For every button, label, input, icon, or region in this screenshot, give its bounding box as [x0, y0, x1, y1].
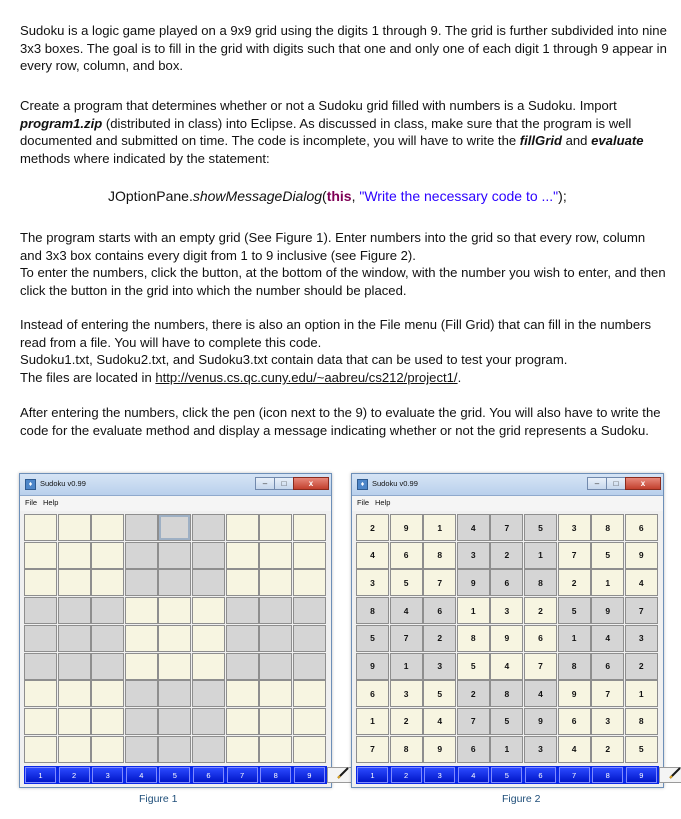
grid-cell[interactable] — [226, 653, 259, 680]
code-statement — [108, 187, 567, 205]
grid-cell[interactable] — [24, 625, 57, 652]
number-button-2[interactable]: 2 — [391, 767, 422, 783]
grid-cell[interactable]: 1 — [558, 625, 591, 652]
code-keyword: this — [326, 188, 352, 204]
zip-filename: program1.zip — [20, 115, 103, 131]
grid-cell[interactable] — [192, 514, 225, 541]
app-icon: ♦ — [357, 479, 368, 490]
grid-cell[interactable]: 8 — [390, 736, 423, 763]
grid-cell[interactable]: 6 — [423, 597, 456, 624]
grid-cell[interactable] — [293, 514, 326, 541]
grid-cell[interactable] — [293, 597, 326, 624]
code-string: "Write the necessary code to ..." — [359, 188, 559, 204]
number-button-7[interactable]: 7 — [559, 767, 590, 783]
window-title: Sudoku v0.99 — [40, 479, 86, 488]
grid-cell[interactable]: 5 — [591, 542, 624, 569]
grid-cell[interactable]: 6 — [490, 569, 523, 596]
grid-cell[interactable] — [58, 597, 91, 624]
number-button-7[interactable]: 7 — [227, 767, 258, 783]
grid-cell[interactable]: 7 — [625, 597, 658, 624]
grid-cell[interactable]: 2 — [591, 736, 624, 763]
number-button-4[interactable]: 4 — [126, 767, 157, 783]
grid-cell[interactable]: 6 — [457, 736, 490, 763]
close-button[interactable]: x — [625, 477, 661, 490]
grid-cell[interactable]: 5 — [356, 625, 389, 652]
grid-cell[interactable]: 7 — [591, 680, 624, 707]
figure1-titlebar — [20, 474, 331, 496]
grid-cell[interactable]: 2 — [490, 542, 523, 569]
task-text-g: methods where indicated by the statement: — [20, 150, 270, 166]
start-paragraph: The program starts with an empty grid (See Figure 1). Enter numbers into the grid so that every row, column and 3x3 box contains every digit from 1 to 9 inclusive (see Figure 2). — [20, 230, 646, 263]
grid-cell[interactable]: 3 — [356, 569, 389, 596]
file-menu-paragraph: Instead of entering the numbers, there is also an option in the File menu (Fill Grid) that can fill in the numbers read from a file. You will have to complete this code. — [20, 317, 652, 350]
grid-cell[interactable] — [259, 597, 292, 624]
grid-cell[interactable] — [158, 653, 191, 680]
grid-cell[interactable] — [125, 514, 158, 541]
grid-cell[interactable] — [226, 736, 259, 763]
grid-cell[interactable] — [158, 625, 191, 652]
grid-cell[interactable] — [91, 625, 124, 652]
grid-cell[interactable]: 1 — [490, 736, 523, 763]
grid-cell[interactable]: 3 — [524, 736, 557, 763]
grid-cell[interactable]: 9 — [524, 708, 557, 735]
grid-cell[interactable]: 6 — [356, 680, 389, 707]
grid-cell[interactable] — [58, 736, 91, 763]
grid-cell[interactable]: 5 — [457, 653, 490, 680]
minimize-button[interactable]: – — [587, 477, 607, 490]
test-files-paragraph: Sudoku1.txt, Sudoku2.txt, and Sudoku3.txt contain data that can be used to test your program. — [20, 352, 568, 367]
grid-cell[interactable]: 9 — [390, 514, 423, 541]
location-text: The files are located in — [20, 370, 156, 385]
grid-cell[interactable]: 5 — [524, 514, 557, 541]
pen-icon — [336, 766, 350, 784]
menu-help[interactable]: Help — [375, 498, 391, 507]
sudoku-grid — [24, 514, 327, 764]
grid-cell[interactable] — [125, 653, 158, 680]
grid-cell[interactable] — [58, 680, 91, 707]
grid-cell[interactable]: 1 — [524, 542, 557, 569]
grid-cell[interactable] — [259, 736, 292, 763]
evaluate-paragraph: After entering the numbers, click the pen (icon next to the 9) to evaluate the grid. You will also have to write the code for the evaluate method and display a message indicating whether or not the grid represents a Sudoku. — [20, 405, 661, 438]
grid-cell[interactable]: 4 — [356, 542, 389, 569]
menubar — [352, 496, 663, 511]
task-text-c: (distributed in class) into Eclipse. As discussed in class, make sure that the program is well documented and submitted on time. The code is incomplete, you will have to write the — [20, 115, 632, 149]
menubar — [20, 496, 331, 511]
grid-cell[interactable]: 1 — [356, 708, 389, 735]
grid-cell[interactable]: 7 — [423, 569, 456, 596]
grid-cell[interactable] — [125, 597, 158, 624]
grid-cell[interactable]: 5 — [390, 569, 423, 596]
task-text-a: Create a program that determines whether or not a Sudoku grid filled with numbers is a Sudoku. Import — [20, 98, 617, 113]
grid-cell[interactable]: 3 — [558, 514, 591, 541]
grid-cell[interactable] — [192, 625, 225, 652]
grid-cell[interactable] — [259, 680, 292, 707]
grid-cell[interactable] — [91, 542, 124, 569]
number-button-bar — [24, 766, 327, 784]
grid-cell[interactable]: 5 — [490, 708, 523, 735]
grid-cell[interactable]: 4 — [457, 514, 490, 541]
grid-cell[interactable]: 5 — [558, 597, 591, 624]
menu-file[interactable]: File — [25, 498, 38, 507]
grid-cell[interactable] — [293, 680, 326, 707]
grid-cell[interactable]: 4 — [591, 625, 624, 652]
grid-cell[interactable]: 6 — [625, 514, 658, 541]
grid-cell[interactable]: 4 — [390, 597, 423, 624]
number-button-8[interactable]: 8 — [592, 767, 623, 783]
evaluate-method: evaluate — [591, 133, 644, 149]
grid-cell[interactable] — [91, 708, 124, 735]
close-button[interactable]: x — [293, 477, 329, 490]
grid-cell[interactable]: 4 — [558, 736, 591, 763]
grid-cell[interactable]: 3 — [490, 597, 523, 624]
grid-cell[interactable] — [259, 708, 292, 735]
grid-cell[interactable] — [192, 597, 225, 624]
grid-cell[interactable]: 5 — [423, 680, 456, 707]
grid-cell[interactable] — [58, 653, 91, 680]
grid-cell[interactable] — [24, 542, 57, 569]
grid-cell[interactable]: 4 — [490, 653, 523, 680]
grid-cell[interactable] — [293, 708, 326, 735]
figure2-caption: Figure 2 — [502, 793, 541, 805]
grid-cell[interactable] — [192, 736, 225, 763]
grid-cell[interactable]: 6 — [558, 708, 591, 735]
number-button-2[interactable]: 2 — [59, 767, 90, 783]
grid-cell[interactable]: 1 — [390, 653, 423, 680]
grid-cell[interactable] — [24, 653, 57, 680]
grid-cell[interactable] — [192, 680, 225, 707]
grid-cell[interactable]: 9 — [591, 597, 624, 624]
grid-cell[interactable]: 5 — [625, 736, 658, 763]
grid-cell[interactable] — [58, 569, 91, 596]
grid-cell[interactable]: 7 — [457, 708, 490, 735]
grid-cell[interactable]: 3 — [457, 542, 490, 569]
number-button-bar — [356, 766, 659, 784]
grid-cell[interactable]: 3 — [625, 625, 658, 652]
number-button-5[interactable]: 5 — [491, 767, 522, 783]
grid-cell[interactable] — [192, 542, 225, 569]
menu-file[interactable]: File — [357, 498, 370, 507]
number-button-9[interactable]: 9 — [626, 767, 657, 783]
number-button-5[interactable]: 5 — [159, 767, 190, 783]
grid-cell[interactable] — [24, 597, 57, 624]
grid-cell[interactable] — [58, 625, 91, 652]
grid-cell[interactable]: 8 — [457, 625, 490, 652]
grid-cell[interactable] — [293, 653, 326, 680]
grid-cell[interactable]: 8 — [423, 542, 456, 569]
grid-cell[interactable]: 7 — [524, 653, 557, 680]
grid-cell[interactable]: 8 — [356, 597, 389, 624]
grid-cell[interactable] — [125, 542, 158, 569]
grid-cell[interactable] — [125, 736, 158, 763]
grid-cell[interactable] — [24, 514, 57, 541]
grid-cell[interactable]: 1 — [591, 569, 624, 596]
grid-cell[interactable]: 8 — [625, 708, 658, 735]
figure2-window — [351, 473, 664, 788]
grid-cell[interactable]: 1 — [625, 680, 658, 707]
grid-cell[interactable] — [226, 542, 259, 569]
grid-cell[interactable]: 7 — [390, 625, 423, 652]
grid-cell[interactable]: 8 — [558, 653, 591, 680]
grid-cell[interactable] — [24, 736, 57, 763]
figure1-caption: Figure 1 — [139, 793, 178, 805]
pen-icon — [668, 766, 681, 784]
grid-cell[interactable]: 9 — [490, 625, 523, 652]
grid-cell[interactable]: 9 — [558, 680, 591, 707]
grid-cell[interactable]: 3 — [390, 680, 423, 707]
grid-cell[interactable] — [293, 569, 326, 596]
figure2-titlebar — [352, 474, 663, 496]
grid-cell[interactable]: 2 — [390, 708, 423, 735]
window-title: Sudoku v0.99 — [372, 479, 418, 488]
number-button-3[interactable]: 3 — [424, 767, 455, 783]
code-prefix: JOptionPane. — [108, 188, 193, 204]
maximize-button[interactable]: □ — [274, 477, 294, 490]
grid-cell[interactable]: 3 — [591, 708, 624, 735]
grid-cell[interactable]: 4 — [423, 708, 456, 735]
grid-cell[interactable] — [158, 708, 191, 735]
grid-cell[interactable] — [192, 708, 225, 735]
grid-cell[interactable] — [125, 708, 158, 735]
grid-cell[interactable]: 3 — [423, 653, 456, 680]
grid-cell[interactable] — [58, 514, 91, 541]
code-close: ); — [558, 188, 567, 204]
grid-cell[interactable] — [259, 514, 292, 541]
app-icon: ♦ — [25, 479, 36, 490]
grid-cell[interactable] — [226, 569, 259, 596]
code-open: ( — [322, 188, 327, 204]
grid-cell[interactable] — [125, 569, 158, 596]
grid-cell[interactable]: 1 — [457, 597, 490, 624]
grid-cell[interactable] — [158, 569, 191, 596]
number-button-1[interactable]: 1 — [25, 767, 56, 783]
grid-cell[interactable] — [24, 680, 57, 707]
grid-cell[interactable] — [91, 680, 124, 707]
grid-cell[interactable]: 2 — [524, 597, 557, 624]
grid-cell[interactable]: 9 — [356, 653, 389, 680]
project-link[interactable]: http://venus.cs.qc.cuny.edu/~aabreu/cs212/project1/ — [155, 370, 458, 385]
grid-cell[interactable]: 8 — [591, 514, 624, 541]
grid-cell[interactable] — [158, 736, 191, 763]
grid-cell[interactable] — [91, 569, 124, 596]
grid-cell[interactable] — [91, 514, 124, 541]
grid-cell[interactable]: 7 — [490, 514, 523, 541]
grid-cell[interactable] — [259, 653, 292, 680]
task-text-e: and — [561, 133, 592, 149]
code-separator: , — [351, 188, 360, 204]
grid-cell[interactable] — [91, 736, 124, 763]
grid-cell[interactable] — [192, 569, 225, 596]
grid-cell[interactable]: 9 — [423, 736, 456, 763]
grid-cell[interactable] — [259, 625, 292, 652]
minimize-button[interactable]: – — [255, 477, 275, 490]
grid-cell[interactable] — [125, 625, 158, 652]
grid-cell[interactable] — [226, 514, 259, 541]
grid-cell[interactable] — [259, 542, 292, 569]
grid-cell[interactable]: 8 — [490, 680, 523, 707]
location-end: . — [457, 370, 462, 385]
intro-paragraph: Sudoku is a logic game played on a 9x9 grid using the digits 1 through 9. The grid is further subdivided into nine 3x3 boxes. The goal is to fill in the grid with digits such that one and only one of each digit 1 through 9 appear in every row, column, and box. — [20, 23, 667, 74]
grid-cell[interactable] — [58, 542, 91, 569]
grid-cell[interactable] — [192, 653, 225, 680]
grid-cell[interactable]: 7 — [558, 542, 591, 569]
grid-cell[interactable] — [226, 680, 259, 707]
grid-cell[interactable]: 9 — [457, 569, 490, 596]
fillgrid-method: fillGrid — [519, 133, 562, 149]
grid-cell[interactable]: 7 — [356, 736, 389, 763]
grid-cell[interactable]: 2 — [423, 625, 456, 652]
grid-cell[interactable] — [293, 542, 326, 569]
grid-cell[interactable] — [226, 625, 259, 652]
grid-cell[interactable]: 6 — [390, 542, 423, 569]
grid-cell[interactable] — [91, 597, 124, 624]
code-method: showMessageDialog — [192, 188, 323, 204]
grid-cell[interactable] — [24, 569, 57, 596]
grid-cell[interactable] — [226, 597, 259, 624]
evaluate-pen-button[interactable] — [659, 767, 681, 783]
grid-cell[interactable]: 6 — [591, 653, 624, 680]
grid-cell[interactable]: 1 — [423, 514, 456, 541]
sudoku-grid — [356, 514, 659, 764]
grid-cell[interactable]: 4 — [524, 680, 557, 707]
grid-cell[interactable] — [158, 680, 191, 707]
grid-cell[interactable]: 2 — [356, 514, 389, 541]
grid-cell[interactable] — [24, 708, 57, 735]
grid-cell[interactable] — [226, 708, 259, 735]
number-button-8[interactable]: 8 — [260, 767, 291, 783]
grid-cell[interactable] — [125, 680, 158, 707]
grid-cell[interactable]: 2 — [625, 653, 658, 680]
grid-cell[interactable] — [158, 597, 191, 624]
number-button-3[interactable]: 3 — [92, 767, 123, 783]
grid-cell[interactable] — [293, 625, 326, 652]
grid-cell[interactable]: 4 — [625, 569, 658, 596]
grid-cell[interactable]: 6 — [524, 625, 557, 652]
grid-cell[interactable] — [293, 736, 326, 763]
enter-paragraph: To enter the numbers, click the button, at the bottom of the window, with the number you wish to enter, and then click the button in the grid into which the number should be placed. — [20, 265, 666, 298]
grid-cell[interactable] — [259, 569, 292, 596]
grid-cell[interactable]: 2 — [558, 569, 591, 596]
number-button-6[interactable]: 6 — [525, 767, 556, 783]
number-button-6[interactable]: 6 — [193, 767, 224, 783]
grid-cell[interactable]: 2 — [457, 680, 490, 707]
location-paragraph — [20, 369, 668, 387]
number-button-9[interactable]: 9 — [294, 767, 325, 783]
grid-cell[interactable] — [58, 708, 91, 735]
grid-cell[interactable] — [158, 514, 191, 541]
figure1-window — [19, 473, 332, 788]
grid-cell[interactable]: 9 — [625, 542, 658, 569]
number-button-1[interactable]: 1 — [357, 767, 388, 783]
grid-cell[interactable] — [91, 653, 124, 680]
task-paragraph — [20, 97, 668, 167]
grid-cell[interactable] — [158, 542, 191, 569]
grid-cell[interactable]: 8 — [524, 569, 557, 596]
maximize-button[interactable]: □ — [606, 477, 626, 490]
number-button-4[interactable]: 4 — [458, 767, 489, 783]
menu-help[interactable]: Help — [43, 498, 59, 507]
